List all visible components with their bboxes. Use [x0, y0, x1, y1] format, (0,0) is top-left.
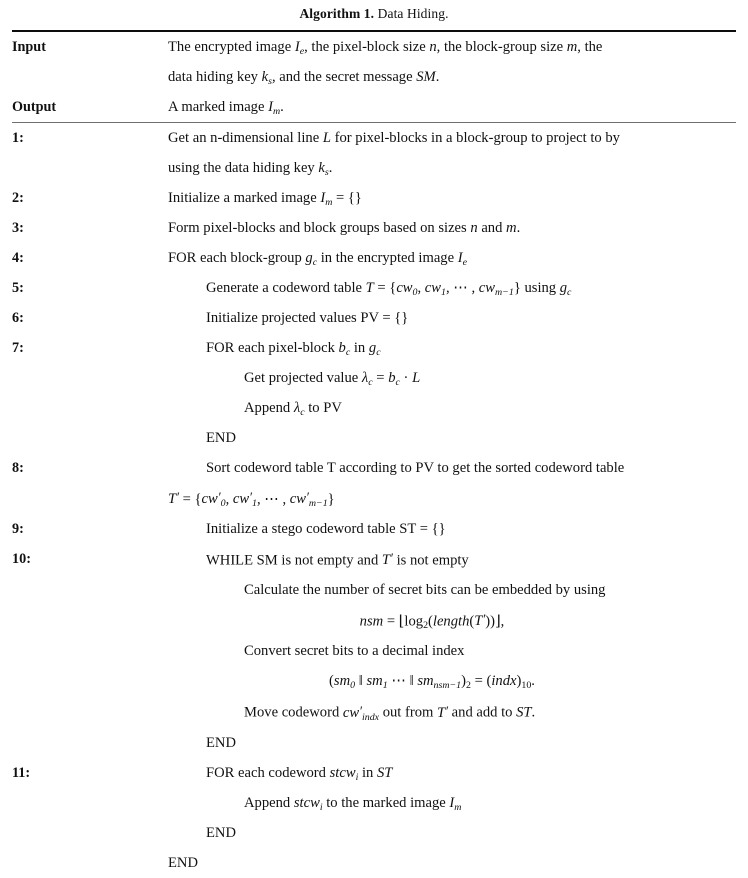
- step-line: Convert secret bits to a decimal index: [244, 643, 465, 660]
- algorithm-caption-label: Algorithm 1.: [299, 6, 375, 21]
- step-number: 2:: [12, 189, 24, 206]
- step-line: Append $\lambda_c$ to PV: [244, 399, 342, 418]
- step-line: Initialize a stego codeword table ST = {}: [206, 520, 446, 537]
- table-row: [12, 273, 736, 303]
- input-body: [168, 32, 736, 92]
- step-line: Get projected value $\lambda_c = b_c \cdot L$: [244, 369, 421, 388]
- step-line: END: [206, 824, 236, 841]
- step-line: Get an n-dimensional line L for pixel-blocks in a block-group to project to by: [168, 129, 620, 146]
- algorithm-steps-table: [12, 123, 736, 878]
- step-body: [168, 544, 736, 758]
- step-line: Append stcw$_i$ to the marked image $I_m$: [244, 794, 462, 813]
- step-body: [168, 213, 736, 243]
- step-line: using the data hiding key $k_s$.: [168, 159, 333, 178]
- step-line: FOR each codeword stcw$_i$ in ST: [206, 764, 393, 783]
- input-line-1: The encrypted image $I_e$, the pixel-block size n, the block-group size m, the: [168, 38, 603, 57]
- step-number: 5:: [12, 279, 24, 296]
- step-number: 4:: [12, 249, 24, 266]
- step-number: 7:: [12, 339, 24, 356]
- table-row: [12, 453, 736, 514]
- step-line: Move codeword $cw'_{indx}$ out from T′ and add to ST.: [244, 703, 536, 723]
- step-line: Calculate the number of secret bits can be embedded by using: [244, 582, 606, 599]
- table-row: [12, 123, 736, 183]
- step-number: 1:: [12, 129, 24, 146]
- step-body: [168, 453, 736, 514]
- step-number: 6:: [12, 309, 24, 326]
- step-number: 8:: [12, 459, 24, 476]
- step-body: [168, 273, 736, 303]
- step-body: [168, 123, 736, 183]
- step-line: $T' = \{cw'_0$, $cw'_1$, ⋯ , $cw'_{m-1}$}: [168, 489, 335, 509]
- table-row: [12, 333, 736, 453]
- algorithm-header-table: [12, 32, 736, 122]
- table-row: [12, 213, 736, 243]
- step-line: END: [206, 734, 236, 751]
- table-row: [12, 514, 736, 544]
- step-number: 9:: [12, 520, 24, 537]
- step-body: [168, 514, 736, 544]
- step-line: Form pixel-blocks and block groups based on sizes n and m.: [168, 219, 521, 236]
- table-row: [12, 758, 736, 878]
- output-line-1: A marked image $I_m$.: [168, 98, 284, 117]
- step-line: FOR each pixel-block $b_c$ in $g_c$: [206, 339, 381, 358]
- step-line: WHILE SM is not empty and T′ is not empty: [206, 550, 469, 569]
- step-line: END: [168, 854, 198, 871]
- step-line: Generate a codeword table $T = \{cw_0$, $cw_1$, ⋯ , $cw_{m-1}$} using $g_c$: [206, 279, 572, 298]
- step-line: Sort codeword table T according to PV to get the sorted codeword table: [206, 459, 625, 476]
- step-body: [168, 303, 736, 333]
- output-label: Output: [12, 98, 57, 115]
- step-body: [168, 758, 736, 878]
- equation-nsm: nsm = $⌊\log_2(length(T'))⌋$,: [359, 612, 505, 632]
- table-row: [12, 544, 736, 758]
- algorithm-caption-title: Data Hiding.: [377, 6, 449, 21]
- equation-index: ($sm_0$ ‖ $sm_1$ ⋯ ‖ $sm_{nsm-1})_2$ = $(indx)_{10}$.: [329, 673, 535, 692]
- table-row: [12, 303, 736, 333]
- output-body: [168, 92, 736, 122]
- step-line: Initialize a marked image $I_m$ = {}: [168, 189, 362, 208]
- input-line-2: data hiding key $k_s$, and the secret message SM.: [168, 68, 440, 87]
- table-row-input: [12, 32, 736, 92]
- algorithm-caption: [12, 0, 736, 30]
- step-number: 11:: [12, 764, 31, 781]
- step-number: 10:: [12, 550, 31, 567]
- step-body: [168, 243, 736, 273]
- step-number: 3:: [12, 219, 24, 236]
- input-label: Input: [12, 38, 46, 55]
- step-body: [168, 333, 736, 453]
- table-row-output: [12, 92, 736, 122]
- step-line: Initialize projected values PV = {}: [206, 309, 409, 326]
- step-line: FOR each block-group $g_c$ in the encrypted image $I_e$: [168, 249, 468, 268]
- table-row: [12, 183, 736, 213]
- step-line: END: [206, 429, 236, 446]
- table-row: [12, 243, 736, 273]
- step-body: [168, 183, 736, 213]
